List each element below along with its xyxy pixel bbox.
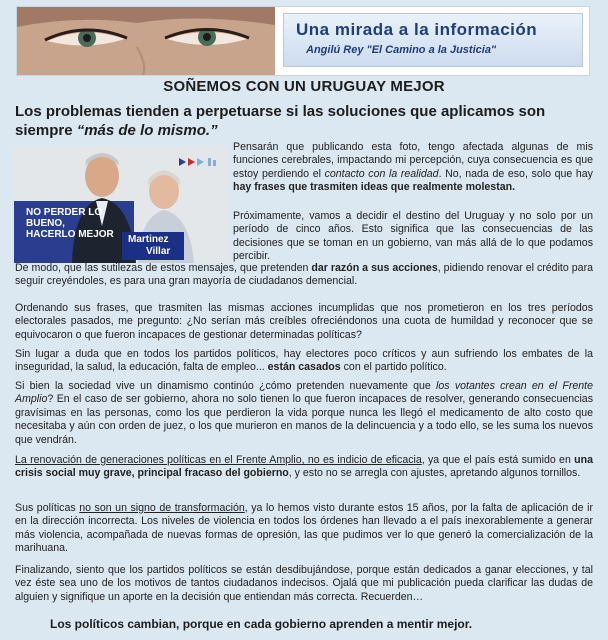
p7-underline: no son un signo de transformación [79, 502, 245, 514]
p5-text-a: Si bien la sociedad vive un dinamismo continúo ¿cómo pretenden nuevamente que [15, 380, 437, 392]
paragraph-8: Finalizando, siento que los partidos políticos se están desdibujándose, porque están dedicados a ganar elecciones, y tal vez éste sea uno de los motivos de tantos ciudadanos indecisos. Ojalá que mi publicación pueda clarificar las dudas de alguien y signifique un aporte en la decisión que entiendan más correcta. Recuerden… [15, 564, 593, 603]
paragraph-7 [15, 502, 593, 556]
p2-text-b: De modo, que las sutilezas de estos mensajes, que pretenden [15, 262, 312, 274]
slogan-line-2: HACERLO MEJOR [26, 229, 114, 240]
candidate-tag [122, 232, 184, 260]
slogan-line-1: NO PERDER LO BUENO, [26, 207, 103, 229]
candidate-name-2: Villar [146, 246, 171, 257]
p1-text-a: Pensarán que publicando esta foto, tengo afectada algunas de mis funciones cerebrales, impactando mi percepción, cuya consecuencia es que estoy perdiendo el [233, 141, 593, 180]
eyes-photo [17, 7, 275, 75]
campaign-slogan [26, 207, 136, 240]
p7-text-c: , ya lo hemos visto durante estos 15 años, por la falta de aplicación de ir en la dirección incorrecta. Los niveles de violencia en todos los órdenes han llevado a el país inexorablemente a generar más violencia, acompañada de nuevas formas de opresión, las que pudimos ver lo que generó la comercialización de la marihuana. [15, 502, 593, 555]
paragraph-2-continued [15, 262, 593, 289]
banner-subtitle: Angilú Rey "El Camino a la Justicia" [306, 44, 497, 56]
p6-underline: La renovación de generaciones políticas en el Frente Amplio, no es indicio de eficacia [15, 454, 422, 466]
p5-emphasis: los votantes crean en el Frente Amplio [15, 380, 593, 406]
p6-bold: una crisis social muy grave, principal fracaso del gobierno [15, 454, 593, 480]
p1-emphasis: contacto con la realidad [324, 167, 439, 180]
paragraph-4 [15, 348, 593, 375]
article-lead [15, 102, 597, 140]
paragraph-2: Próximamente, vamos a decidir el destino del Uruguay y no solo por un período de cinco años. Esto significa que las consecuencias de las decisiones que se toman en un gobierno, van más allá de lo que podamos percibir. [233, 210, 593, 263]
closing-statement: Los políticos cambian, porque en cada gobierno aprenden a mentir mejor. [50, 617, 473, 631]
article-title: SOÑEMOS CON UN URUGUAY MEJOR [163, 78, 445, 95]
header-banner [16, 6, 590, 76]
lead-quote: “más de lo mismo.” [76, 122, 218, 139]
p1-text-c: . No, nada de eso, solo que hay [438, 167, 593, 180]
p6-text-d: , y esto no se arregla con ajustes, apretando algunos tornillos. [288, 467, 581, 480]
lead-text: Los problemas tienden a perpetuarse si las soluciones que aplicamos son siempre [15, 103, 546, 139]
eyes-image [17, 7, 275, 75]
candidates-image [14, 146, 228, 263]
p2-bold: dar razón a sus acciones [311, 262, 438, 274]
p4-text-a: Sin lugar a duda que en todos los partidos políticos, hay electores poco críticos y aun sufriendo los embates de la inseguridad, la salud, la educación, falta de empleo... [15, 348, 593, 374]
paragraph-5 [15, 380, 593, 447]
p1-bold: hay frases que trasmiten ideas que realmente molestan. [233, 181, 516, 194]
paragraph-3: Ordenando sus frases, que trasmiten las mismas acciones incumplidas que nos prometieron en los tres períodos electorales pasados, me pregunto: ¿No serían más creíbles ofreciéndonos una cuota de humildad y reconocer que se equivocaron o que fueron incapaces de gestionar determinadas políticas? [15, 302, 593, 341]
p4-bold: están casados [267, 361, 341, 374]
banner-title: Una mirada a la información [296, 20, 538, 39]
p6-text-b: , ya que el país está sumido en [421, 454, 575, 466]
candidate-name-1: Martinez [128, 234, 169, 245]
paragraph-1 [233, 141, 593, 195]
campaign-photo [14, 146, 228, 263]
paragraph-6 [15, 454, 593, 481]
p2-text-d: , pidiendo renovar el crédito para seguir creyéndoles, es para una gran mayoría de ciudadanos demencial. [15, 262, 593, 288]
p5-text-c: ? En el caso de ser gobierno, ahora no solo tienen lo que fueron incapaces de resolver, generando consecuencias gravísimas en las personas, como los que perdieron la vida porque nunca les llegó el medicamento de alto costo que necesitaba y aún con orden de juez, o los que murieron en manos de la delincuencia y a todo ello, se les suma los nuevos que vendrán. [15, 393, 593, 446]
p4-text-c: con el partido político. [340, 361, 447, 374]
p7-text-a: Sus políticas [15, 502, 80, 514]
banner-title-box [283, 13, 583, 67]
